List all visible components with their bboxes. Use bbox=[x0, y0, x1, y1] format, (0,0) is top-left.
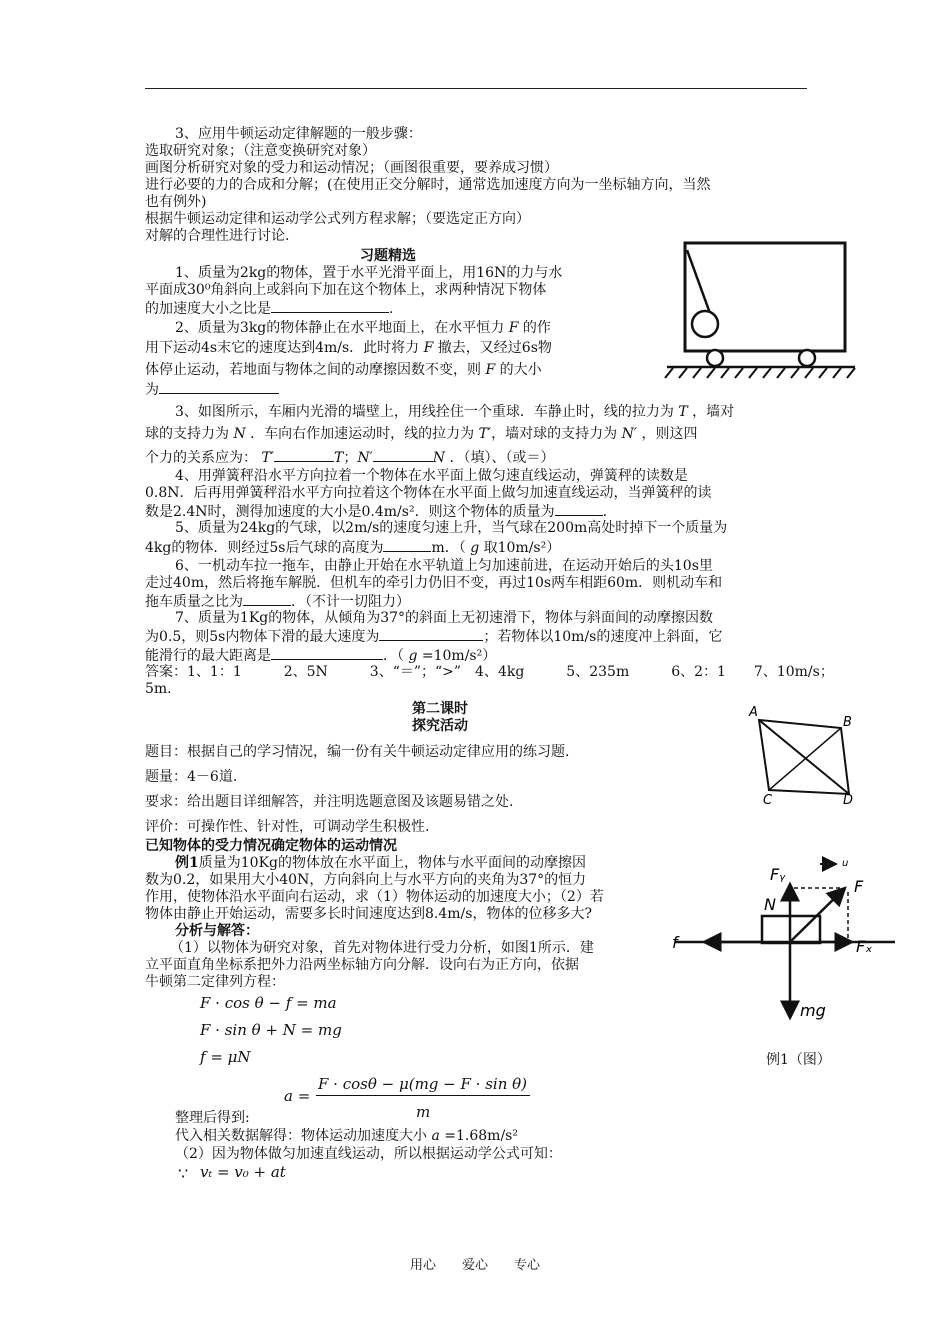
label-fy: Fᵧ bbox=[770, 865, 786, 884]
step-4: 根据牛顿运动定律和运动学公式列方程求解；（要选定正方向） bbox=[145, 211, 530, 227]
example1-line2: 数为0.2，如果用大小40N，方向斜向上与水平方向的夹角为37°的恒力 bbox=[145, 872, 587, 888]
q6-line2: 走过40m，然后将拖车解脱．但机车的牵引力仍旧不变，再过10s两车相距60m．则机动车和 bbox=[145, 575, 723, 591]
label-n: N bbox=[764, 895, 776, 914]
lesson2-evaluation: 评价：可操作性、针对性，可调动学生积极性. bbox=[145, 819, 430, 835]
analysis-p2: （2）因为物体做匀加速直线运动，所以根据运动学公式可知： bbox=[175, 1146, 562, 1162]
q1-line3: 的加速度大小之比是 . bbox=[145, 301, 394, 317]
label-c: C bbox=[763, 793, 773, 808]
equation-3: f = μN bbox=[200, 1048, 251, 1066]
wheel-left bbox=[707, 350, 723, 366]
section-title: 已知物体的受力情况确定物体的运动情况 bbox=[145, 838, 397, 854]
analysis-heading: 分析与解答： bbox=[175, 923, 259, 939]
q3-line3: 个力的关系应为： T′ T；N′ N ．（填）、（或＝） bbox=[145, 450, 555, 466]
label-f: F bbox=[854, 877, 864, 896]
label-fx: Fₓ bbox=[856, 937, 873, 956]
sorted-label: 整理后得到: bbox=[175, 1110, 250, 1126]
analysis-p1-line1: （1）以物体为研究对象，首先对物体进行受力分析，如图1所示．建 bbox=[170, 940, 594, 956]
q2-line4: 为 bbox=[145, 380, 279, 398]
wheel-right bbox=[799, 350, 815, 366]
q2-line1: 2、质量为3kg的物体静止在水平地面上，在水平恒力 F 的作 bbox=[175, 320, 551, 336]
parallelogram-figure bbox=[745, 698, 860, 808]
carriage-figure bbox=[655, 238, 860, 383]
q7-line3: 能滑行的最大距离是 ．（ g =10m/s²） bbox=[145, 648, 497, 664]
analysis-p1-line2: 立平面直角坐标系把外力沿两坐标轴方向分解．设向右为正方向，依据 bbox=[145, 957, 579, 973]
q6-line3: 拖车质量之比为 ．（不计一切阻力） bbox=[145, 594, 410, 610]
lesson2-subtitle: 探究活动 bbox=[412, 718, 468, 734]
string-line bbox=[687, 250, 711, 316]
answers-line2: 5m. bbox=[145, 681, 172, 697]
q7-line2: 为0.5，则5s内物体下滑的最大速度为 ；若物体以10m/s的速度冲上斜面，它 bbox=[145, 629, 723, 645]
lesson2-count: 题量：4－6道. bbox=[145, 769, 238, 785]
lesson2-topic: 题目：根据自己的学习情况，编一份有关牛顿运动定律应用的练习题. bbox=[145, 744, 570, 760]
substitution-line: 代入相关数据解得：物体运动加速度大小 a =1.68m/s² bbox=[175, 1128, 518, 1144]
equation-4-lhs: a = bbox=[284, 1087, 311, 1105]
example1-line4: 物体由静止开始运动，需要多长时间速度达到8.4m/s，物体的位移多大? bbox=[145, 906, 592, 922]
heavy-ball bbox=[692, 311, 718, 337]
q1-line2: 平面成30⁰角斜向上或斜向下加在这个物体上，求两种情况下物体 bbox=[145, 282, 547, 298]
label-a: A bbox=[749, 705, 758, 720]
therefore-symbol: ∵ bbox=[178, 1164, 189, 1183]
q3-line2: 球的支持力为 N ．车向右作加速运动时，线的拉力为 T′，墙对球的支持力为 N′ ，则这四 bbox=[145, 426, 698, 442]
lesson2-title: 第二课时 bbox=[412, 701, 468, 717]
ground-hatch bbox=[665, 368, 855, 378]
label-b: B bbox=[843, 715, 852, 730]
diagonal-ad bbox=[759, 720, 849, 794]
header-rule bbox=[145, 88, 807, 89]
q4-line3: 数是2.4N时，测得加速度的大小是0.4m/s²．则这个物体的质量为 . bbox=[145, 504, 608, 520]
step-5: 对解的合理性进行讨论. bbox=[145, 228, 290, 244]
answers-line1: 答案：1、1：1 2、5N 3、“＝”；“>” 4、4kg 5、235m 6、2：1 7、10m/s； bbox=[145, 664, 834, 680]
q5-line2: 4kg的物体．则经过5s后气球的高度为 m．（ g 取10m/s²） bbox=[145, 540, 561, 556]
q1-line1: 1、质量为2kg的物体，置于水平光滑平面上，用16N的力与水 bbox=[175, 265, 563, 281]
figure-caption: 例1（图） bbox=[766, 1052, 831, 1068]
force-diagram bbox=[670, 848, 900, 1048]
label-mg: mg bbox=[800, 1001, 826, 1020]
equation-5: vₜ = v₀ + at bbox=[200, 1163, 286, 1181]
label-friction: f bbox=[672, 933, 678, 952]
lesson2-requirement: 要求：给出题目详细解答，并注明选题意图及该题易错之处. bbox=[145, 794, 514, 810]
q5-line1: 5、质量为24kg的气球，以2m/s的速度匀速上升，当气球在200m高处时掉下一个质量为 bbox=[175, 520, 728, 536]
exercises-title: 习题精选 bbox=[360, 248, 416, 264]
fraction-bar bbox=[316, 1095, 530, 1096]
q2-line3: 体停止运动，若地面与物体之间的动摩擦因数不变，则 F 的大小 bbox=[145, 362, 542, 378]
equation-1: F · cos θ − f = ma bbox=[200, 994, 337, 1012]
q4-line1: 4、用弹簧秤沿水平方向拉着一个物体在水平面上做匀速直线运动，弹簧秤的读数是 bbox=[175, 468, 688, 484]
step-3b: 也有例外) bbox=[145, 194, 207, 210]
example1-line3: 作用，使物体沿水平面向右运动，求（1）物体运动的加速度大小；（2）若 bbox=[145, 889, 604, 905]
step-2: 画图分析研究对象的受力和运动情况；（画图很重要，要养成习惯） bbox=[145, 160, 558, 176]
label-d: D bbox=[843, 793, 854, 808]
equation-2: F · sin θ + N = mg bbox=[200, 1021, 342, 1039]
q7-line1: 7、质量为1Kg的物体，从倾角为37°的斜面上无初速滑下，物体与斜面间的动摩擦因数 bbox=[175, 610, 714, 626]
q6-line1: 6、一机动车拉一拖车，由静止开始在水平轨道上匀加速前进，在运动开始后的头10s里 bbox=[175, 558, 713, 574]
equation-4-denominator: m bbox=[416, 1103, 431, 1121]
example1-line1: 例1质量为10Kg的物体放在水平面上，物体与水平面间的动摩擦因 bbox=[175, 855, 586, 871]
steps-heading: 3、应用牛顿运动定律解题的一般步骤： bbox=[175, 126, 422, 142]
analysis-p1-line3: 牛顿第二定律列方程： bbox=[145, 974, 285, 990]
page-footer: 用心 爱心 专心 bbox=[409, 1258, 540, 1273]
step-1: 选取研究对象；（注意变换研究对象） bbox=[145, 143, 376, 159]
q3-line1: 3、如图所示，车厢内光滑的墙壁上，用线拴住一个重球．车静止时，线的拉力为 T ，墙对 bbox=[175, 404, 735, 420]
label-u: u bbox=[842, 858, 849, 869]
q2-line2: 用下运动4s末它的速度达到4m/s．此时将力 F 撤去，又经过6s物 bbox=[145, 340, 552, 356]
step-3a: 进行必要的力的合成和分解；(在使用正交分解时，通常选加速度方向为一坐标轴方向，当然 bbox=[145, 177, 711, 193]
equation-4-numerator: F · cosθ − μ(mg − F · sin θ) bbox=[318, 1075, 528, 1093]
q4-line2: 0.8N．后再用弹簧秤沿水平方向拉着这个物体在水平面上做匀加速直线运动，当弹簧秤的读 bbox=[145, 485, 712, 501]
